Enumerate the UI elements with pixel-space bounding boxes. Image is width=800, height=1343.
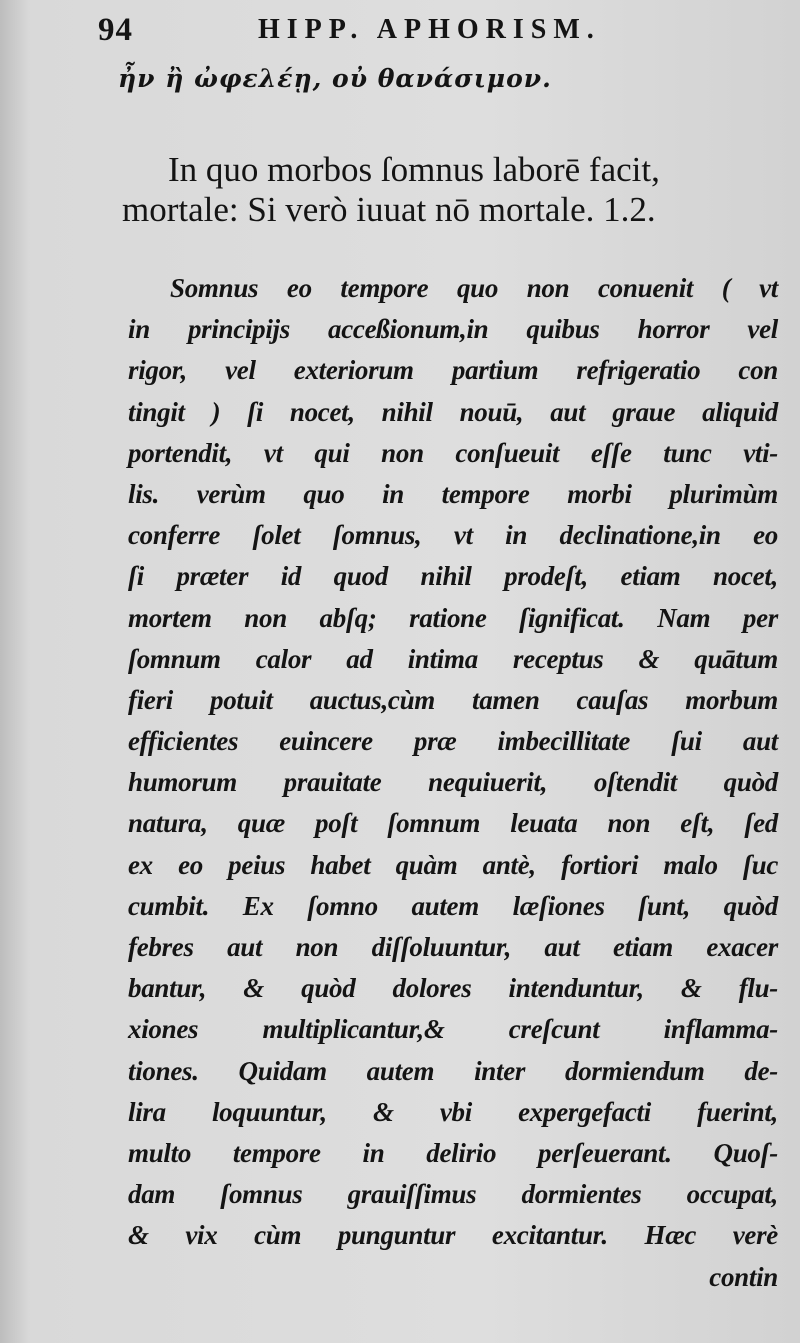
commentary-line: conferre ſolet ſomnus, vt in declinatione,in eo <box>128 520 778 551</box>
aphorism-line: In quo morbos ſomnus laborē facit, <box>168 150 660 189</box>
commentary-line: lis. verùm quo in tempore morbi plurimùm <box>128 478 778 509</box>
commentary-line: ſi præter id quod nihil prodeſt, etiam nocet, <box>128 561 778 592</box>
commentary-line: humorum prauitate nequiuerit, oſtendit quòd <box>128 767 778 798</box>
commentary-line: tingit ) ſi nocet, nihil nouū, aut graue aliquid <box>128 396 778 427</box>
commentary-line: febres aut non diſſoluuntur, aut etiam exacer <box>128 932 778 962</box>
commentary-line: natura, quæ poſt ſomnum leuata non eſt, ſed <box>128 808 778 839</box>
commentary-line: ſomnum calor ad intima receptus & quātum <box>128 643 778 674</box>
greek-aphorism-ending: ἦν ἢ ὠφελέῃ, οὐ θανάσιμον. <box>118 64 552 93</box>
running-head <box>98 12 788 52</box>
commentary-line: lira loquuntur, & vbi expergefacti fuerint, <box>128 1096 778 1127</box>
commentary-line: rigor, vel exteriorum partium refrigeratio con <box>128 355 778 386</box>
commentary-line: bantur, & quòd dolores intenduntur, & flu- <box>128 973 778 1004</box>
aphorism-text <box>122 150 772 230</box>
commentary-line: & vix cùm punguntur excitantur. Hæc verè <box>128 1220 778 1251</box>
commentary-line: Somnus eo tempore quo non conuenit ( vt <box>170 273 778 303</box>
commentary-line: fieri potuit auctus,cùm tamen cauſas morbum <box>128 684 778 715</box>
commentary-line: tiones. Quidam autem inter dormiendum de- <box>128 1055 778 1086</box>
aphorism-line: mortale: Si verò iuuat nō mortale. 1.2. <box>122 190 656 229</box>
commentary-line: xiones multiplicantur,& creſcunt inflamma- <box>128 1014 778 1045</box>
commentary-line: ex eo peius habet quàm antè, fortiori malo ſuc <box>128 849 778 880</box>
commentary-line: portendit, vt qui non conſueuit eſſe tunc vti- <box>128 437 778 468</box>
commentary-text <box>128 268 778 1298</box>
commentary-line: cumbit. Ex ſomno autem læſiones ſunt, quòd <box>128 890 778 921</box>
commentary-line: in principijs acceßionum,in quibus horror vel <box>128 314 778 345</box>
commentary-line: mortem non abſq; ratione ſignificat. Nam per <box>128 602 778 633</box>
commentary-line: contin <box>709 1261 778 1292</box>
commentary-line: dam ſomnus grauiſſimus dormientes occupat, <box>128 1179 778 1210</box>
commentary-line: efficientes euincere præ imbecillitate ſui aut <box>128 726 778 757</box>
commentary-line: multo tempore in delirio perſeuerant. Quoſ- <box>128 1137 778 1168</box>
running-title: HIPP. APHORISM. <box>258 14 601 45</box>
page-number: 94 <box>98 12 133 48</box>
